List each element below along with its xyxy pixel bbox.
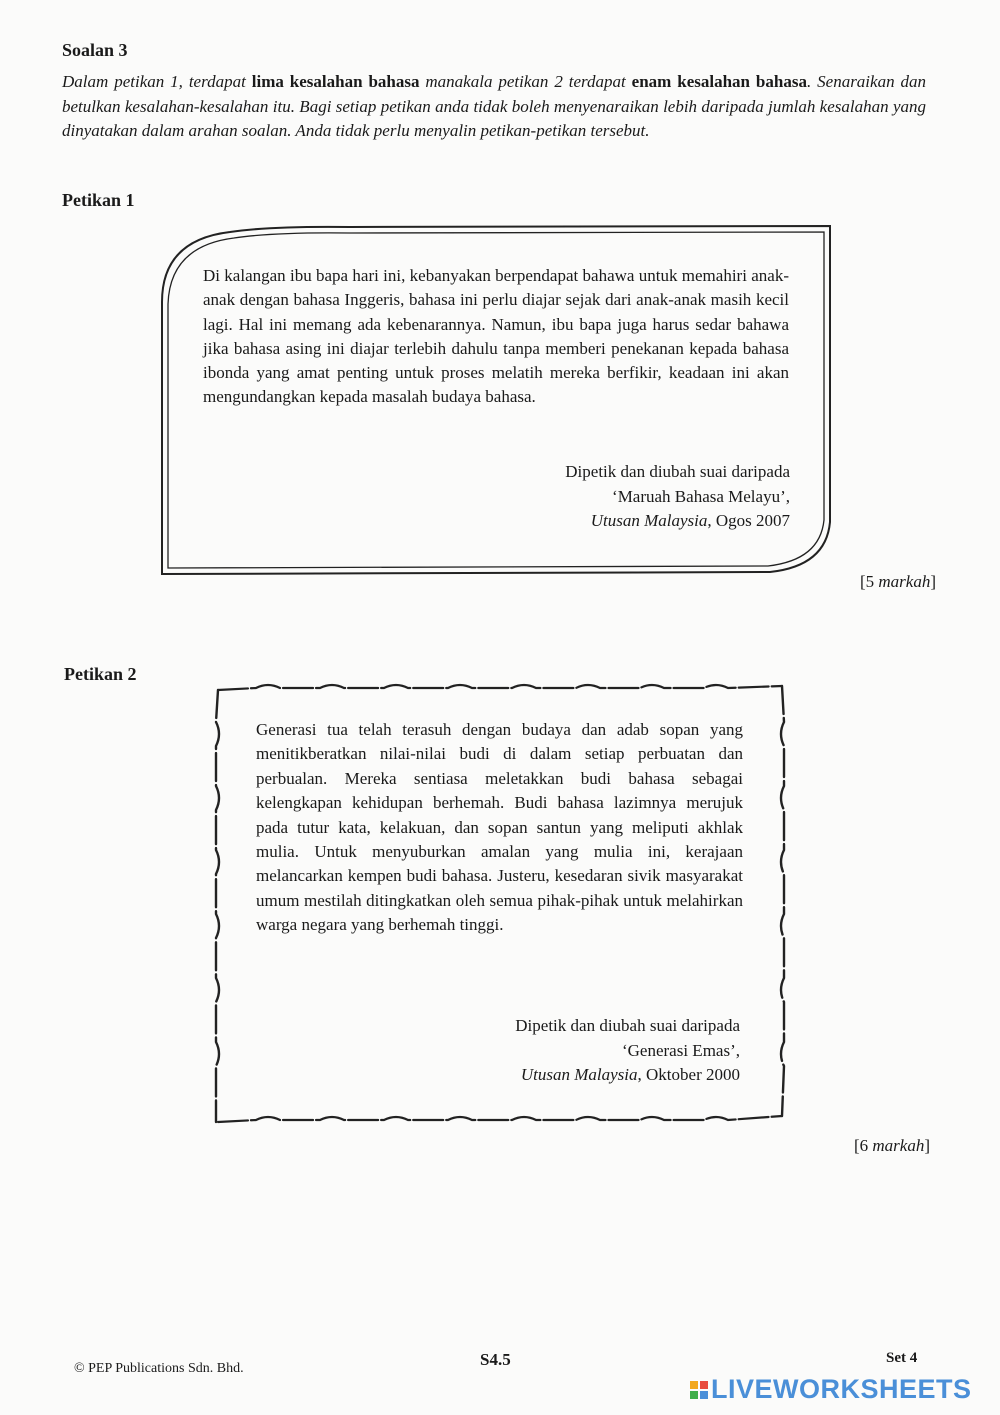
petikan-1-passage: Di kalangan ibu bapa hari ini, kebanyakan berpendapat bahawa untuk memahiri anak-anak dengan bahasa Inggeris, bahasa ini perlu diajar sejak dari anak-anak masih kecil lagi. Hal ini memang ada kebenarannya. Namun, ibu bapa juga harus sedar bahawa jika bahasa asing ini diajar terlebih dahulu tanpa memberi penekanan kepada bahasa ibonda yang amat penting untuk proses melatih mereka berfikir, keadaan ini akan mengundangkan kepada masalah budaya bahasa. [203, 266, 789, 407]
liveworksheets-watermark[interactable] [690, 1374, 972, 1405]
footer-page-code: S4.5 [480, 1350, 511, 1369]
instruction-run: Dalam petikan 1, terdapat [62, 72, 252, 91]
petikan-1-marks: [5 markah] [859, 572, 936, 591]
question-instruction [62, 70, 926, 144]
question-title: Soalan 3 [62, 40, 128, 60]
source-intro: Dipetik dan diubah suai daripada [515, 1016, 740, 1035]
source-article: ‘Maruah Bahasa Melayu’, [612, 486, 790, 506]
petikan-2-passage: Generasi tua telah terasuh dengan budaya dan adab sopan yang menitikberatkan nilai-nilai budi di dalam setiap perbuatan dan perbualan. Mereka sentiasa meletakkan budi bahasa sebagai kelengkapan kehidupan berhemah. Budi bahasa lazimnya merujuk pada tutur kata, kelakuan, dan sopan santun yang meliputi akhlak mulia. Untuk menyuburkan amalan yang mulia ini, kerajaan melancarkan kempen budi bahasa. Justeru, kesedaran sivik masyarakat umum mestilah ditingkatkan oleh semua pihak-pihak untuk melahirkan warga negara yang berhemah tinggi. [256, 720, 743, 935]
petikan-2-source [515, 1014, 740, 1088]
instruction-run: . Senaraikan dan betulkan kesalahan-kesalahan itu. Bagi setiap petikan anda tidak boleh menyenaraikan lebih daripada jumlah kesalahan yang dinyatakan dalam arahan soalan. Anda tidak perlu menyalin petikan-petikan tersebut. [62, 72, 926, 140]
source-intro: Dipetik dan diubah suai daripada [565, 462, 790, 481]
petikan-1-label: Petikan 1 [62, 190, 135, 210]
instruction-run: manakala petikan 2 terdapat [419, 72, 632, 91]
petikan-1-source [565, 460, 790, 534]
instruction-run: lima kesalahan bahasa [251, 72, 420, 91]
petikan-2-marks: [6 markah] [853, 1136, 930, 1155]
source-date: , Oktober 2000 [637, 1065, 740, 1084]
petikan-2-label: Petikan 2 [64, 664, 137, 684]
source-publication: Utusan Malaysia [590, 511, 708, 530]
liveworksheets-logo-icon [690, 1381, 708, 1399]
source-date: , Ogos 2007 [707, 511, 790, 530]
liveworksheets-wordmark: LIVEWORKSHEETS [711, 1374, 972, 1404]
instruction-run: enam kesalahan bahasa [631, 72, 807, 91]
footer-copyright: © PEP Publications Sdn. Bhd. [74, 1361, 244, 1376]
source-article: ‘Generasi Emas’, [621, 1040, 740, 1060]
footer-set: Set 4 [886, 1350, 918, 1366]
source-publication: Utusan Malaysia [520, 1065, 638, 1084]
